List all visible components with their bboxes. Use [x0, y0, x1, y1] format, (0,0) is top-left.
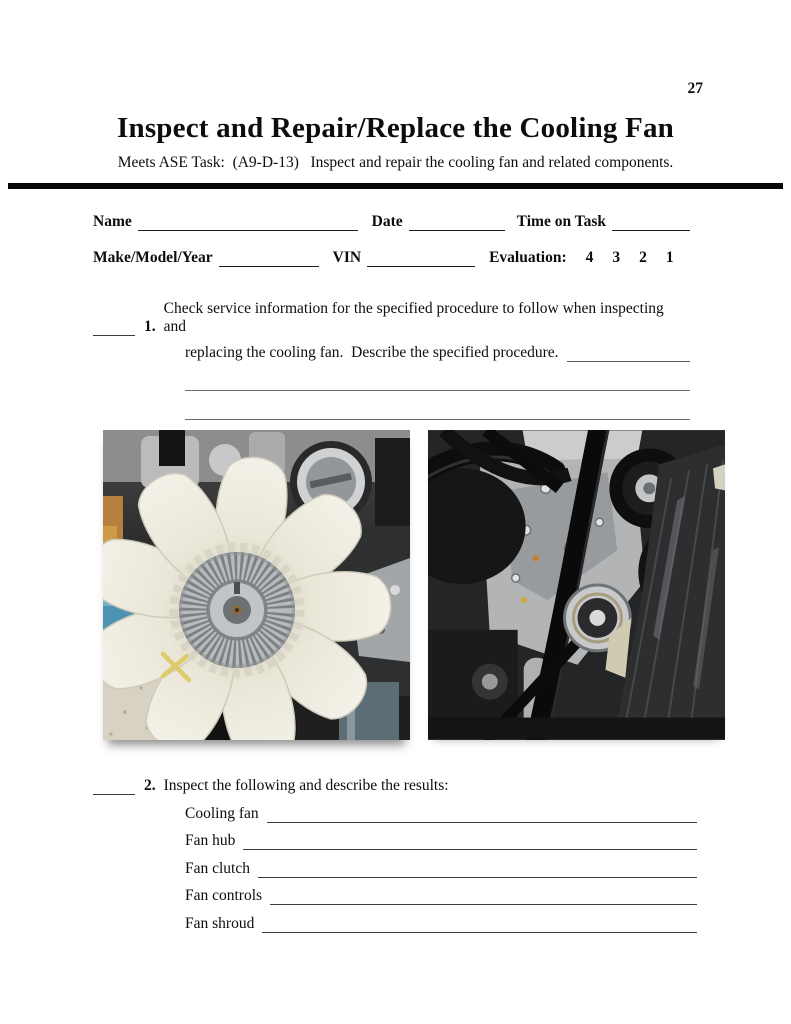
fan-clutch-answer-line [258, 849, 697, 878]
header-divider [8, 183, 783, 189]
form-row-vehicle [93, 247, 690, 267]
task-1-answer-line-1 [185, 362, 690, 391]
fan-controls-answer-line [270, 877, 697, 906]
task-1-answer-line-short [567, 361, 690, 362]
fan-hub-label: Fan hub [185, 832, 236, 849]
evaluation-3: 3 [612, 249, 621, 266]
cooling-fan-clutch-photo [103, 430, 410, 740]
inspect-item-fan-shroud [185, 905, 697, 933]
inspect-item-cooling-fan [185, 795, 697, 823]
make-model-year-label: Make/Model/Year [93, 249, 213, 266]
make-model-year-blank-line [219, 246, 319, 267]
task-1-number: 1. [144, 318, 156, 335]
date-label: Date [371, 213, 403, 230]
task-2-prompt: Inspect the following and describe the results: [163, 777, 449, 794]
page-title: Inspect and Repair/Replace the Cooling Fan [117, 112, 674, 144]
fan-shroud-answer-line [262, 904, 697, 933]
name-blank-line [138, 210, 358, 231]
task-2-row [93, 776, 690, 795]
fan-hub-answer-line [243, 822, 697, 851]
vin-label: VIN [332, 249, 362, 266]
fan-controls-label: Fan controls [185, 887, 263, 904]
task-1-answer-line-2 [185, 391, 690, 420]
task-1-check-blank [93, 317, 135, 336]
evaluation-1: 1 [665, 249, 674, 266]
fan-clutch-label: Fan clutch [185, 859, 250, 877]
task-2-number: 2. [144, 777, 156, 794]
task-1-text-line1: Check service information for the specified procedure to follow when inspecting and [163, 300, 668, 335]
task-2-check-blank [93, 776, 135, 795]
cooling-fan-label: Cooling fan [185, 804, 259, 822]
inspect-item-fan-clutch [185, 850, 697, 878]
inspect-item-fan-controls [185, 878, 697, 906]
name-label: Name [93, 213, 132, 230]
cooling-fan-answer-line [267, 794, 697, 823]
page-number: 27 [687, 80, 703, 97]
evaluation-label: Evaluation: [489, 249, 567, 266]
date-blank-line [409, 210, 505, 231]
evaluation-4: 4 [585, 249, 594, 266]
task-1-row [93, 300, 690, 336]
vin-blank-line [367, 246, 475, 267]
ase-task-subtitle: Meets ASE Task: (A9-D-13) Inspect and repair the cooling fan and related components. [117, 154, 674, 171]
drive-belt-pulleys-photo [428, 430, 725, 740]
evaluation-group [489, 249, 674, 267]
time-on-task-blank-line [612, 210, 690, 231]
fan-shroud-label: Fan shroud [185, 914, 255, 932]
task-1-text-line2: replacing the cooling fan. Describe the specified procedure. [185, 344, 559, 361]
form-row-name-date-time [93, 211, 690, 231]
task-1-text-line2-row [185, 344, 690, 362]
inspect-item-fan-hub [185, 823, 697, 851]
time-on-task-label: Time on Task [516, 213, 606, 230]
evaluation-2: 2 [639, 249, 647, 266]
photo-row [103, 430, 791, 740]
